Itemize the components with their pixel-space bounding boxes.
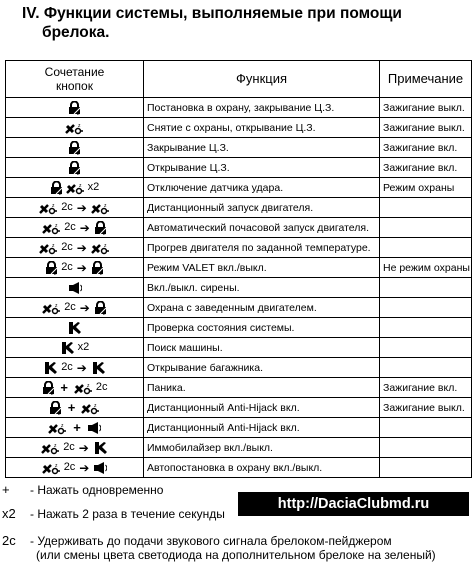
function-cell: Дистанционный Anti-Hijack вкл. <box>144 418 380 438</box>
arrow-right-icon: ➔ <box>76 200 87 215</box>
function-cell: Дистанционный Anti-Hijack вкл. <box>144 398 380 418</box>
table-row <box>6 278 472 298</box>
button-combination <box>6 278 144 298</box>
note-cell <box>380 238 472 258</box>
button-combination <box>6 138 144 158</box>
function-cell: Закрывание Ц.З. <box>144 138 380 158</box>
plus-sign: + <box>67 399 76 415</box>
function-cell: Проверка состояния системы. <box>144 318 380 338</box>
function-cell: Паника. <box>144 378 380 398</box>
header-combination: Сочетание кнопок <box>6 61 144 98</box>
lock-icon <box>45 261 58 275</box>
function-cell: Постановка в охрану, закрывание Ц.З. <box>144 98 380 118</box>
lock-icon <box>42 381 55 395</box>
button-combination <box>6 298 144 318</box>
modifier-label: 2c <box>63 461 76 474</box>
table-row <box>6 258 472 278</box>
button-combination <box>6 238 144 258</box>
legend-text: - Нажать 2 раза в течение секунды <box>30 507 225 521</box>
button-combination <box>6 378 144 398</box>
modifier-label: 2c <box>64 221 76 234</box>
horn-icon <box>68 281 82 295</box>
table-row <box>6 318 472 338</box>
plus-sign: + <box>73 419 81 435</box>
button-combination <box>6 158 144 178</box>
function-cell: Прогрев двигателя по заданной температуре. <box>144 238 380 258</box>
note-cell <box>380 458 472 478</box>
unlock-key-icon <box>91 241 110 255</box>
note-cell: Режим охраны <box>380 178 472 198</box>
arrow-right-icon: ➔ <box>76 240 87 255</box>
lock-icon <box>94 301 107 315</box>
table-row <box>6 238 472 258</box>
arrow-right-icon: ➔ <box>78 440 89 455</box>
function-cell: Автопостановка в охрану вкл./выкл. <box>144 458 380 478</box>
table-row <box>6 418 472 438</box>
function-cell: Открывание Ц.З. <box>144 158 380 178</box>
arrow-right-icon: ➔ <box>79 460 90 475</box>
button-combination <box>6 258 144 278</box>
unlock-key-icon <box>65 121 84 135</box>
note-cell: Зажигание выкл. <box>380 98 472 118</box>
unlock-key-icon <box>42 221 61 235</box>
button-combination <box>6 198 144 218</box>
modifier-label: x2 <box>77 341 90 354</box>
function-cell: Поиск машины. <box>144 338 380 358</box>
table-row <box>6 218 472 238</box>
button-combination <box>6 218 144 238</box>
table-row <box>6 158 472 178</box>
header-function: Функция <box>144 61 380 98</box>
function-cell: Охрана с заведенным двигателем. <box>144 298 380 318</box>
header-note: Примечание <box>380 61 472 98</box>
lock-icon <box>91 261 104 275</box>
title-line-1: IV. Функции системы, выполняемые при помощи <box>22 5 402 22</box>
modifier-label: 2c <box>61 201 73 214</box>
arrow-right-icon: ➔ <box>79 220 90 235</box>
arrow-right-icon: ➔ <box>76 260 87 275</box>
function-cell: Режим VALET вкл./выкл. <box>144 258 380 278</box>
note-cell <box>380 418 472 438</box>
modifier-label: 2c <box>64 301 76 314</box>
note-cell: Зажигание вкл. <box>380 138 472 158</box>
button-combination <box>6 318 144 338</box>
function-cell: Иммобилайзер вкл./выкл. <box>144 438 380 458</box>
note-cell <box>380 298 472 318</box>
table-row <box>6 198 472 218</box>
unlock-key-icon <box>91 201 110 215</box>
function-cell: Автоматический почасовой запуск двигателя. <box>144 218 380 238</box>
button-combination <box>6 358 144 378</box>
page-title <box>22 4 462 42</box>
function-cell: Отключение датчика удара. <box>144 178 380 198</box>
table-row <box>6 118 472 138</box>
arrow-right-icon: ➔ <box>79 300 90 315</box>
note-cell <box>380 438 472 458</box>
table-row <box>6 438 472 458</box>
unlock-key-icon <box>42 461 61 475</box>
note-cell <box>380 198 472 218</box>
legend-symbol: 2c <box>2 533 16 548</box>
button-combination <box>6 118 144 138</box>
legend-symbol: + <box>2 482 10 497</box>
function-cell: Дистанционный запуск двигателя. <box>144 198 380 218</box>
table-row <box>6 398 472 418</box>
legend-item <box>2 533 392 549</box>
table-row <box>6 358 472 378</box>
legend-item <box>2 506 225 522</box>
note-cell <box>380 318 472 338</box>
trunk-icon <box>60 341 75 355</box>
note-cell <box>380 218 472 238</box>
trunk-icon <box>93 441 108 455</box>
trunk-icon <box>67 321 82 335</box>
legend-text: (или смены цвета светодиода на дополнительном брелоке на зеленый) <box>36 548 436 562</box>
unlock-key-icon <box>41 441 60 455</box>
table-row <box>6 298 472 318</box>
table-row <box>6 138 472 158</box>
legend-item <box>36 548 436 563</box>
note-cell: Зажигание вкл. <box>380 158 472 178</box>
unlock-key-icon <box>39 241 58 255</box>
title-line-2: брелока. <box>42 24 110 41</box>
note-cell: Зажигание выкл. <box>380 398 472 418</box>
lock-icon <box>50 181 63 195</box>
trunk-icon <box>43 361 58 375</box>
lock-icon <box>68 141 81 155</box>
modifier-label: 2c <box>61 361 73 374</box>
table-row <box>6 178 472 198</box>
arrow-right-icon: ➔ <box>76 360 87 375</box>
legend-text: - Нажать одновременно <box>30 483 164 497</box>
button-combination <box>6 338 144 358</box>
lock-icon <box>68 101 81 115</box>
note-cell: Зажигание выкл. <box>380 118 472 138</box>
table-row <box>6 338 472 358</box>
note-cell <box>380 338 472 358</box>
note-cell: Зажигание вкл. <box>380 378 472 398</box>
button-combination <box>6 398 144 418</box>
watermark-link[interactable]: http://DaciaClubmd.ru <box>238 492 469 516</box>
functions-table <box>5 60 472 478</box>
button-combination <box>6 178 144 198</box>
unlock-key-icon <box>81 401 100 415</box>
table-header-row <box>6 61 472 98</box>
unlock-key-icon <box>74 381 93 395</box>
note-cell: Не режим охраны <box>380 258 472 278</box>
unlock-key-icon <box>39 201 58 215</box>
note-cell <box>380 278 472 298</box>
table-row <box>6 98 472 118</box>
function-cell: Открывание багажника. <box>144 358 380 378</box>
table-row <box>6 458 472 478</box>
lock-icon <box>49 401 62 415</box>
lock-icon <box>68 161 81 175</box>
lock-icon <box>94 221 107 235</box>
note-cell <box>380 358 472 378</box>
legend-symbol: x2 <box>2 506 16 521</box>
button-combination <box>6 438 144 458</box>
unlock-key-icon <box>66 181 85 195</box>
plus-sign: + <box>60 379 69 395</box>
modifier-label: 2c <box>95 381 108 394</box>
button-combination <box>6 98 144 118</box>
unlock-key-icon <box>42 301 61 315</box>
button-combination <box>6 458 144 478</box>
function-cell: Снятие с охраны, открывание Ц.З. <box>144 118 380 138</box>
horn-icon <box>87 421 101 435</box>
function-cell: Вкл./выкл. сирены. <box>144 278 380 298</box>
table-row <box>6 378 472 398</box>
button-combination <box>6 418 144 438</box>
modifier-label: 2c <box>61 241 73 254</box>
legend-text: - Удерживать до подачи звукового сигнала брелоком-пейджером <box>30 534 392 548</box>
legend-item <box>2 482 163 498</box>
trunk-icon <box>91 361 106 375</box>
modifier-label: x2 <box>87 181 100 194</box>
modifier-label: 2c <box>63 441 75 454</box>
modifier-label: 2c <box>61 261 73 274</box>
unlock-key-icon <box>48 421 67 435</box>
horn-icon <box>93 461 107 475</box>
